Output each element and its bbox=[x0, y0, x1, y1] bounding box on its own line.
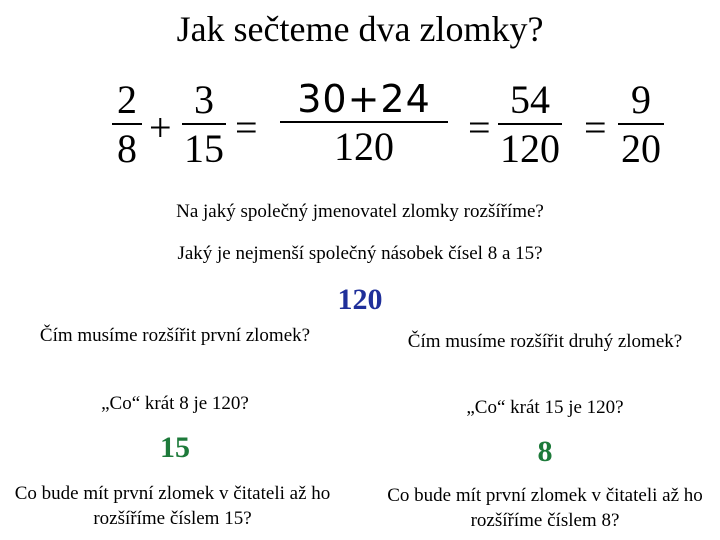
fraction-9-20 bbox=[618, 77, 664, 171]
answer-second: 8 bbox=[537, 435, 553, 468]
question-times-8: „Co“ krát 8 je 120? bbox=[101, 393, 249, 414]
fraction-bar bbox=[618, 123, 664, 125]
denominator: 8 bbox=[117, 126, 137, 171]
fraction-bar bbox=[112, 123, 142, 125]
plus-sign: + bbox=[149, 105, 172, 150]
equals-sign: = bbox=[468, 105, 491, 150]
fraction-2-8 bbox=[112, 77, 142, 171]
denominator: 20 bbox=[621, 126, 661, 171]
fraction-bar bbox=[280, 121, 448, 123]
page-title: Jak sečteme dva zlomky? bbox=[176, 9, 544, 49]
numerator: 30+24 bbox=[297, 77, 431, 121]
question-lcm: Jaký je nejmenší společný násobek čísel 8 a 15? bbox=[177, 243, 543, 264]
numerator: 3 bbox=[194, 77, 214, 122]
denominator: 120 bbox=[334, 124, 394, 169]
fraction-bar bbox=[498, 123, 562, 125]
question-second-fraction: Čím musíme rozšířit druhý zlomek? bbox=[407, 331, 683, 352]
numerator: 9 bbox=[631, 77, 651, 122]
note-second-fraction: Co bude mít první zlomek v čitateli až ho rozšíříme číslem 8? bbox=[387, 485, 703, 531]
question-common-denominator: Na jaký společný jmenovatel zlomky rozšíříme? bbox=[176, 201, 544, 222]
answer-first: 15 bbox=[160, 431, 190, 464]
fraction-bar bbox=[182, 123, 226, 125]
numerator: 54 bbox=[510, 77, 550, 122]
denominator: 120 bbox=[500, 126, 560, 171]
fraction-54-120 bbox=[498, 77, 562, 171]
numerator: 2 bbox=[117, 77, 137, 122]
fraction-sum-120 bbox=[280, 77, 448, 169]
equals-sign: = bbox=[584, 105, 607, 150]
question-times-15: „Co“ krát 15 je 120? bbox=[466, 397, 624, 418]
question-first-fraction: Čím musíme rozšířit první zlomek? bbox=[39, 325, 311, 346]
lcm-answer: 120 bbox=[337, 283, 383, 316]
denominator: 15 bbox=[184, 126, 224, 171]
note-first-fraction: Co bude mít první zlomek v čitateli až ho rozšíříme číslem 15? bbox=[14, 483, 331, 529]
equals-sign: = bbox=[235, 105, 258, 150]
fraction-3-15 bbox=[182, 77, 226, 171]
